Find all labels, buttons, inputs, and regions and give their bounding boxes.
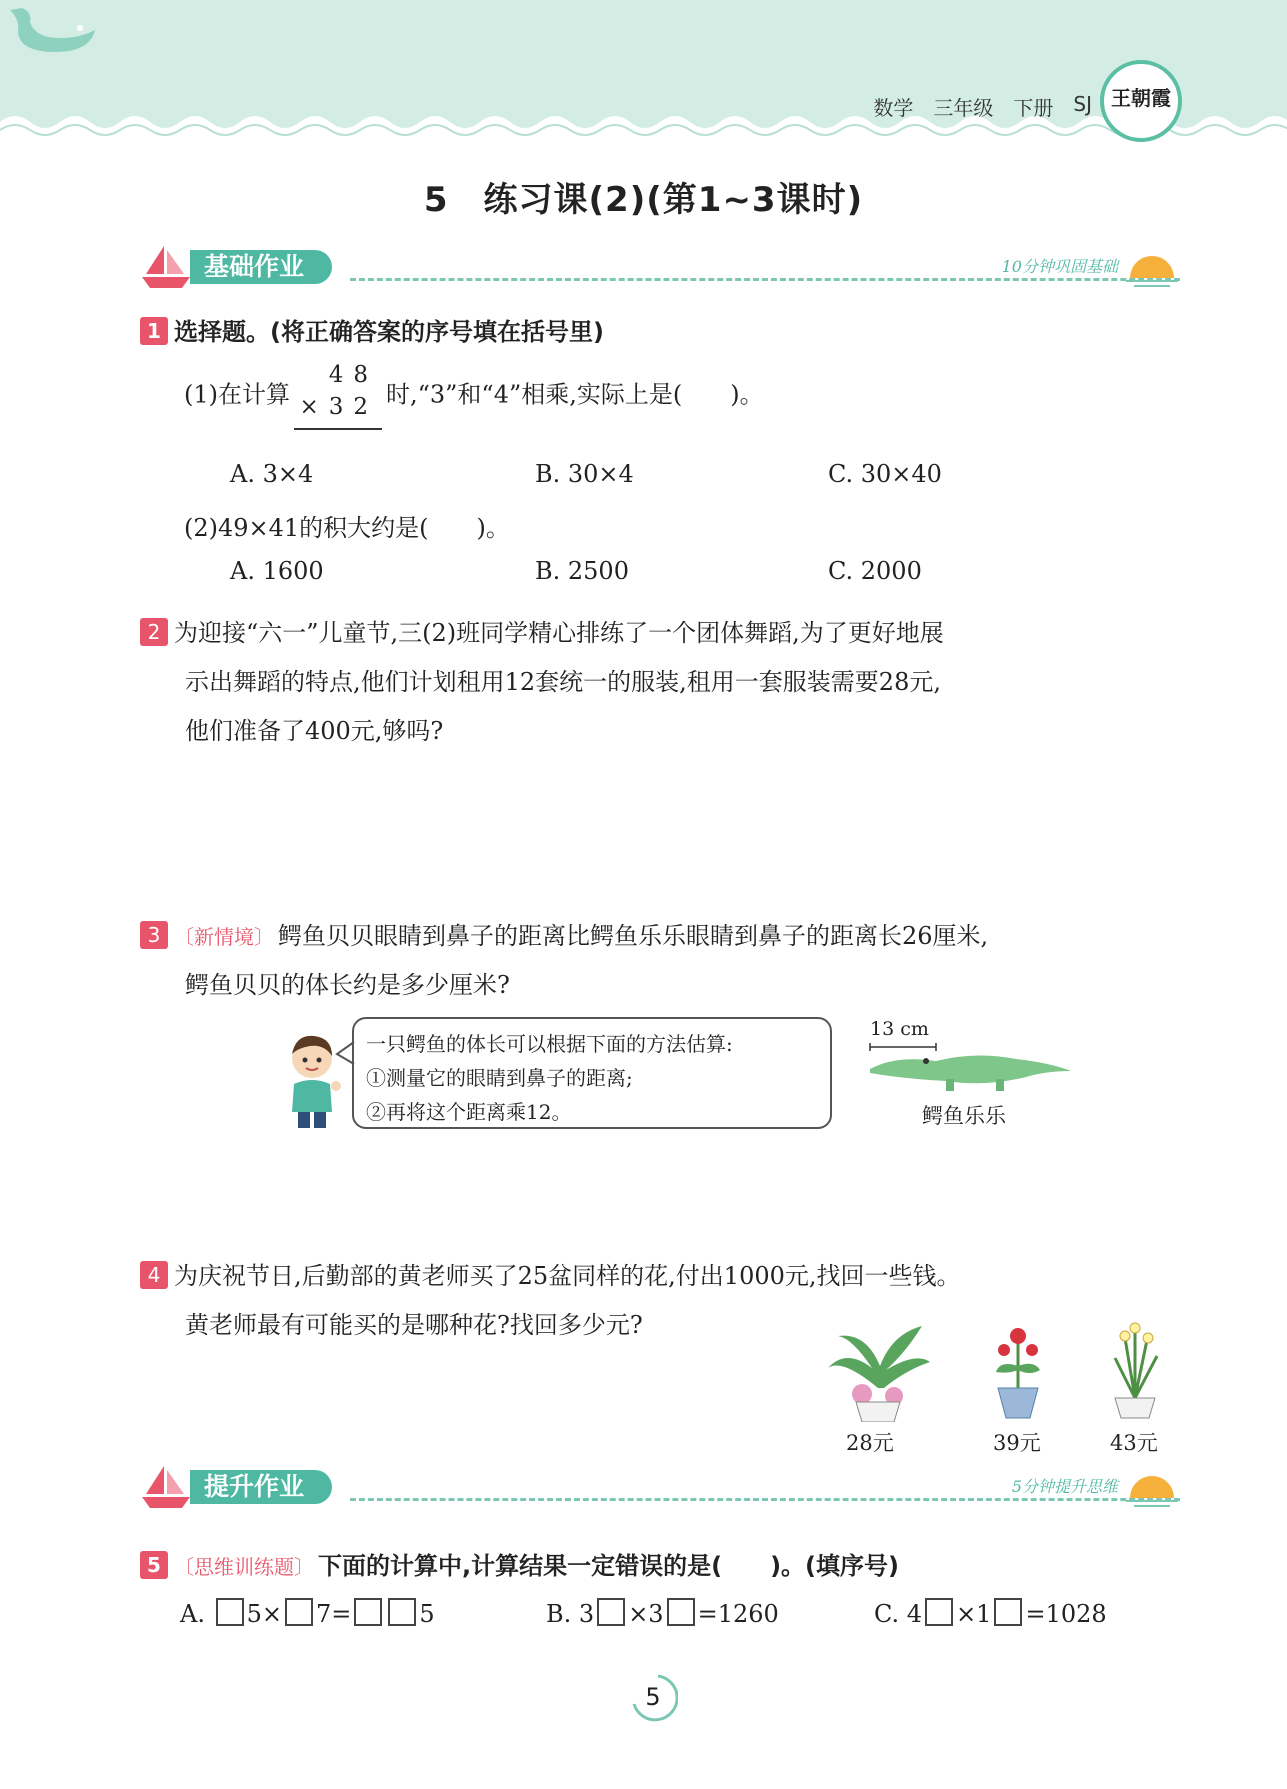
option-a-part-3: 5 [419, 1600, 435, 1628]
option-a[interactable]: A. 1600 [230, 557, 324, 585]
wave-decoration [0, 0, 1287, 150]
option-a[interactable]: A. 3×4 [230, 460, 314, 488]
question-5-stem [140, 1546, 899, 1581]
question-4-line-2: 黄老师最有可能买的是哪种花?找回多少元? [185, 1311, 643, 1339]
question-5-text: 下面的计算中,计算结果一定错误的是( )。(填序号) [318, 1552, 899, 1580]
option-a-part-1: 5× [246, 1600, 282, 1628]
thinking-training-tag: 〔思维训练题〕 [174, 1555, 314, 1579]
flower-pot-2-illustration [990, 1320, 1046, 1420]
question-number-badge: 5 [140, 1551, 168, 1579]
subject-label: 数学 [873, 96, 914, 120]
option-c-part-3: =1028 [1025, 1600, 1107, 1628]
section-divider [350, 278, 1180, 281]
option-b-part-1: 3 [578, 1600, 595, 1628]
flower-pot-3-illustration [1095, 1318, 1175, 1422]
flower-price-3: 43元 [1110, 1431, 1158, 1455]
blank-box[interactable] [925, 1598, 953, 1626]
option-b-label: B. [546, 1600, 572, 1628]
option-b-part-3: =1260 [697, 1600, 779, 1628]
whale-icon [0, 0, 110, 60]
option-b[interactable]: B. 30×4 [535, 460, 634, 488]
blank-box[interactable] [994, 1598, 1022, 1626]
question-2-line-1 [140, 613, 944, 648]
option-c-label: C. [874, 1600, 900, 1628]
question-3-line-2: 鳄鱼贝贝的体长约是多少厘米? [185, 971, 510, 999]
header-band [0, 0, 1287, 150]
section-basic [140, 244, 1180, 294]
question-5-option-b[interactable] [546, 1598, 779, 1628]
section-divider [350, 1498, 1180, 1501]
page-number [628, 1672, 678, 1722]
book-meta [873, 92, 1092, 121]
page-number-text: 5 [645, 1683, 661, 1711]
question-number-badge: 2 [140, 618, 168, 646]
section-basic-label: 基础作业 [190, 250, 332, 284]
option-a-label: A. [180, 1600, 205, 1628]
option-c-part-2: ×1 [956, 1600, 992, 1628]
crocodile-illustration [866, 1025, 1076, 1095]
new-context-tag: 〔新情境〕 [174, 925, 274, 949]
crocodile-name: 鳄鱼乐乐 [922, 1104, 1006, 1128]
question-number-badge: 4 [140, 1261, 168, 1289]
section-advanced-label: 提升作业 [190, 1470, 332, 1504]
question-1-part-2: (2)49×41的积大约是( )。 [184, 514, 510, 542]
bubble-line-1: 一只鳄鱼的体长可以根据下面的方法估算: [366, 1032, 733, 1056]
question-5-option-a[interactable] [180, 1598, 435, 1628]
blank-box[interactable] [354, 1598, 382, 1626]
bubble-line-2: ①测量它的眼睛到鼻子的距离; [366, 1066, 633, 1090]
option-a-part-2: 7= [316, 1600, 352, 1628]
vertical-bottom-row: ×32 [299, 394, 378, 420]
q1p1-prefix: (1)在计算 [184, 380, 290, 409]
vertical-rule [294, 428, 382, 430]
blank-box[interactable] [285, 1598, 313, 1626]
page-title: 5 练习课(2)(第1~3课时) [423, 180, 864, 220]
option-b-part-2: ×3 [628, 1600, 664, 1628]
speech-bubble [352, 1017, 832, 1129]
grade-label: 三年级 [933, 96, 994, 120]
question-1-part-1 [184, 362, 764, 430]
question-4-text: 为庆祝节日,后勤部的黄老师买了25盆同样的花,付出1000元,找回一些钱。 [174, 1262, 961, 1290]
flower-price-2: 39元 [993, 1431, 1041, 1455]
sailboat-icon [140, 244, 192, 290]
option-c[interactable]: C. 30×40 [828, 460, 942, 488]
question-1-text: 选择题。(将正确答案的序号填在括号里) [174, 318, 604, 346]
crocodile-length-label: 13 cm [870, 1018, 929, 1040]
question-5-option-c[interactable] [874, 1598, 1107, 1628]
question-4-line-1 [140, 1256, 961, 1291]
question-1-stem [140, 308, 604, 356]
blank-box[interactable] [597, 1598, 625, 1626]
edition-label: SJ [1073, 92, 1092, 116]
question-3-text: 鳄鱼贝贝眼睛到鼻子的距离比鳄鱼乐乐眼睛到鼻子的距离长26厘米, [278, 922, 989, 950]
brand-name: 王朝霞 [1111, 86, 1171, 110]
vertical-multiplication [292, 362, 384, 430]
section-advanced-note: 5分钟提升思维 [1011, 1477, 1118, 1496]
brand-logo [1100, 60, 1182, 142]
question-3-line-1 [140, 916, 988, 951]
sunset-icon [1124, 1468, 1180, 1508]
blank-box[interactable] [667, 1598, 695, 1626]
section-advanced [140, 1464, 1180, 1514]
bubble-line-3: ②再将这个距离乘12。 [366, 1100, 572, 1124]
question-number-badge: 3 [140, 921, 168, 949]
sunset-icon [1124, 248, 1180, 288]
question-2-line-3: 他们准备了400元,够吗? [185, 717, 444, 745]
question-2-line-2: 示出舞蹈的特点,他们计划租用12套统一的服装,租用一套服装需要28元, [185, 668, 941, 696]
option-c[interactable]: C. 2000 [828, 557, 922, 585]
question-number-badge: 1 [140, 317, 168, 345]
option-c-part-1: 4 [906, 1600, 923, 1628]
blank-box[interactable] [216, 1598, 244, 1626]
blank-box[interactable] [388, 1598, 416, 1626]
section-basic-note: 10分钟巩固基础 [1001, 257, 1118, 276]
vertical-top-row: 48 [328, 362, 378, 388]
sailboat-icon [140, 1464, 192, 1510]
flower-price-1: 28元 [846, 1431, 894, 1455]
option-b[interactable]: B. 2500 [535, 557, 629, 585]
flower-pot-1-illustration [822, 1318, 934, 1422]
q1p1-suffix: 时,“3”和“4”相乘,实际上是( )。 [386, 380, 764, 409]
volume-label: 下册 [1013, 96, 1054, 120]
question-2-text: 为迎接“六一”儿童节,三(2)班同学精心排练了一个团体舞蹈,为了更好地展 [174, 619, 944, 647]
